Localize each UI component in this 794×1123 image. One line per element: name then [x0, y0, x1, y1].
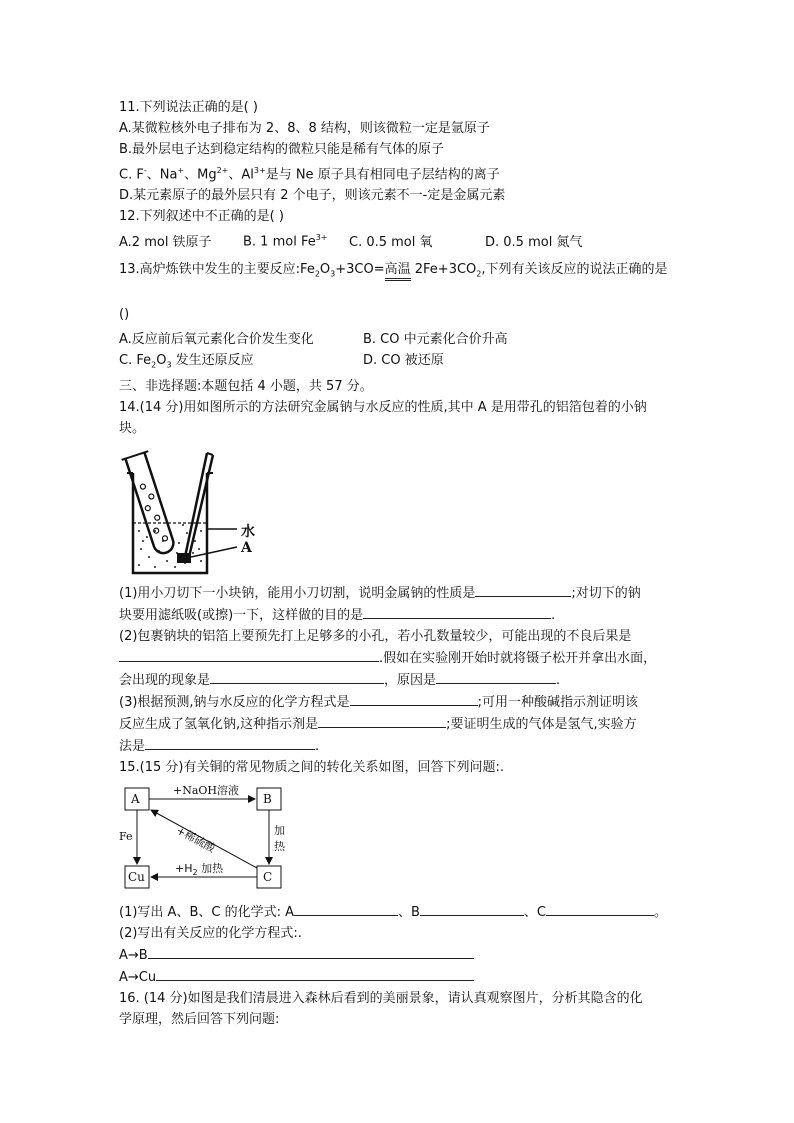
q14-part3-line2: 反应生成了氢氧化钠,这种指示剂是 ;要证明生成的气体是氢气,实验方 [119, 713, 679, 735]
label-naoh: +NaOH溶液 [173, 783, 240, 797]
label-heat-1: 加 [274, 823, 285, 837]
test-tube-icon [122, 451, 180, 557]
q11-option-c: C. F-、Na+、$Mg^{2+}$、$Al^{3+}$是与 Ne 原子具有相同电子层结构的离子 [119, 166, 500, 183]
q12-option-a: A.2 mol 铁原子 [119, 234, 212, 250]
q12-option-d: D. 0.5 mol 氮气 [485, 234, 583, 250]
box-c: C [263, 869, 273, 884]
q11-stem: 11.下列说法正确的是( ) [119, 100, 258, 115]
answer-blank[interactable] [145, 735, 315, 750]
q13-paren: () [119, 307, 130, 323]
q12-option-c: C. 0.5 mol 氧 [349, 234, 433, 250]
answer-blank[interactable] [363, 604, 551, 619]
reaction-condition: 高温 [385, 262, 411, 281]
answer-blank[interactable] [546, 901, 654, 916]
box-cu: Cu [128, 869, 145, 884]
box-b: B [263, 791, 272, 806]
label-dilute-acid: +稀硫酸 [173, 823, 218, 855]
label-fe: Fe [119, 829, 133, 843]
q14-part3-line3: 法是 . [119, 735, 679, 757]
box-a: A [131, 791, 140, 806]
answer-blank[interactable] [475, 582, 571, 597]
q11-option-d: D.某元素原子的最外层只有 2 个电子，则该元素不一-定是金属元素 [119, 188, 506, 204]
q15-part2: (2)写出有关反应的化学方程式:. [119, 925, 302, 941]
q14-part2-line1: (2)包裹钠块的铝箔上要预先打上足够多的小孔，若小孔数量较少，可能出现的不良后果是 [119, 628, 632, 644]
answer-blank[interactable] [119, 647, 379, 662]
q14-part2-line2: .假如在实验刚开始时就将镊子松开并拿出水面， [119, 647, 679, 669]
answer-blank[interactable] [294, 901, 398, 916]
question-11 [119, 97, 679, 206]
q13-option-c: C. $Fe_2O_3$ 发生还原反应 [119, 353, 254, 370]
question-13 [119, 259, 679, 376]
q15-part1: (1)写出 A、B、C 的化学式: A 、B 、C 。 [119, 901, 679, 923]
answer-blank[interactable] [210, 669, 384, 684]
q14-part2-line3: 会出现的现象是 ，原因是 . [119, 669, 679, 691]
exam-page [119, 97, 679, 1030]
label-line-a [191, 547, 237, 557]
question-15 [119, 757, 679, 988]
q14-stem-1: 14.(14 分)用如图所示的方法研究金属钠与水反应的性质,其中 A 是用带孔的铝箔包着的小钠 [119, 399, 647, 415]
q13-option-b: B. CO 中元素化合价升高 [363, 332, 508, 348]
question-16 [119, 988, 679, 1030]
q15-stem: 15.(15 分)有关铜的常见物质之间的转化关系如图，回答下列问题:. [119, 759, 505, 775]
apparatus-drawing [119, 445, 279, 580]
q13-stem: 13.高炉炼铁中发生的主要反应$:Fe_2O_3+3CO=$高温 $2Fe+3CO_2$,下列有关该反应的说法正确的是 [119, 259, 679, 285]
tweezers-icon [185, 453, 213, 557]
label-heat-2: 热 [274, 839, 285, 853]
q13-options-row2 [119, 350, 679, 376]
q14-part1-line1: (1)用小刀切下一小块钠，能用小刀切割，说明金属钠的性质是 ;对切下的钠 [119, 582, 679, 604]
section-3-heading: 三、非选择题:本题包括 4 小题，共 57 分。 [119, 378, 373, 394]
question-12 [119, 206, 679, 252]
q14-stem-2: 块。 [119, 420, 146, 436]
q15-a-to-b: A→B [119, 944, 679, 966]
q11-option-a: A.某微粒核外电子排布为 2、8、8 结构，则该微粒一定是氩原子 [119, 121, 490, 136]
answer-blank[interactable] [420, 901, 524, 916]
q13-option-d: D. CO 被还原 [363, 353, 444, 369]
answer-blank[interactable] [318, 713, 446, 728]
q12-stem: 12.下列叙述中不正确的是( ) [119, 209, 284, 225]
answer-blank[interactable] [148, 944, 474, 959]
q12-option-b: B. 1 mol $Fe^{3+}$ [243, 233, 328, 250]
q14-part3-line1: (3)根据预测,钠与水反应的化学方程式是 ;可用一种酸碱指示剂证明该 [119, 691, 679, 713]
q13-options-row1 [119, 329, 679, 350]
label-water: 水 [241, 523, 255, 540]
sodium-water-apparatus-figure [119, 445, 679, 580]
q15-a-to-cu: A→Cu [119, 966, 679, 988]
q11-option-b: B.最外层电子达到稳定结构的微粒只能是稀有气体的原子 [119, 142, 445, 157]
answer-blank[interactable] [156, 966, 474, 981]
q12-options [119, 227, 679, 252]
sodium-block-a [177, 553, 191, 563]
q16-stem-2: 学原理，然后回答下列问题: [119, 1011, 280, 1027]
q13-option-a: A.反应前后氧元素化合价发生变化 [119, 332, 314, 348]
label-a: A [241, 539, 252, 556]
copper-conversion-diagram [119, 782, 679, 897]
q16-stem-1: 16. (14 分)如图是我们清晨进入森林后看到的美丽景象，请认真观察图片，分析其隐含的化 [119, 990, 643, 1006]
answer-blank[interactable] [350, 691, 478, 706]
label-h2-heat: $+H_2$ 加热 [175, 861, 224, 878]
q14-part1-line2: 块要用滤纸吸(或擦)一下，这样做的目的是 . [119, 604, 679, 626]
question-14 [119, 397, 679, 757]
answer-blank[interactable] [436, 669, 556, 684]
